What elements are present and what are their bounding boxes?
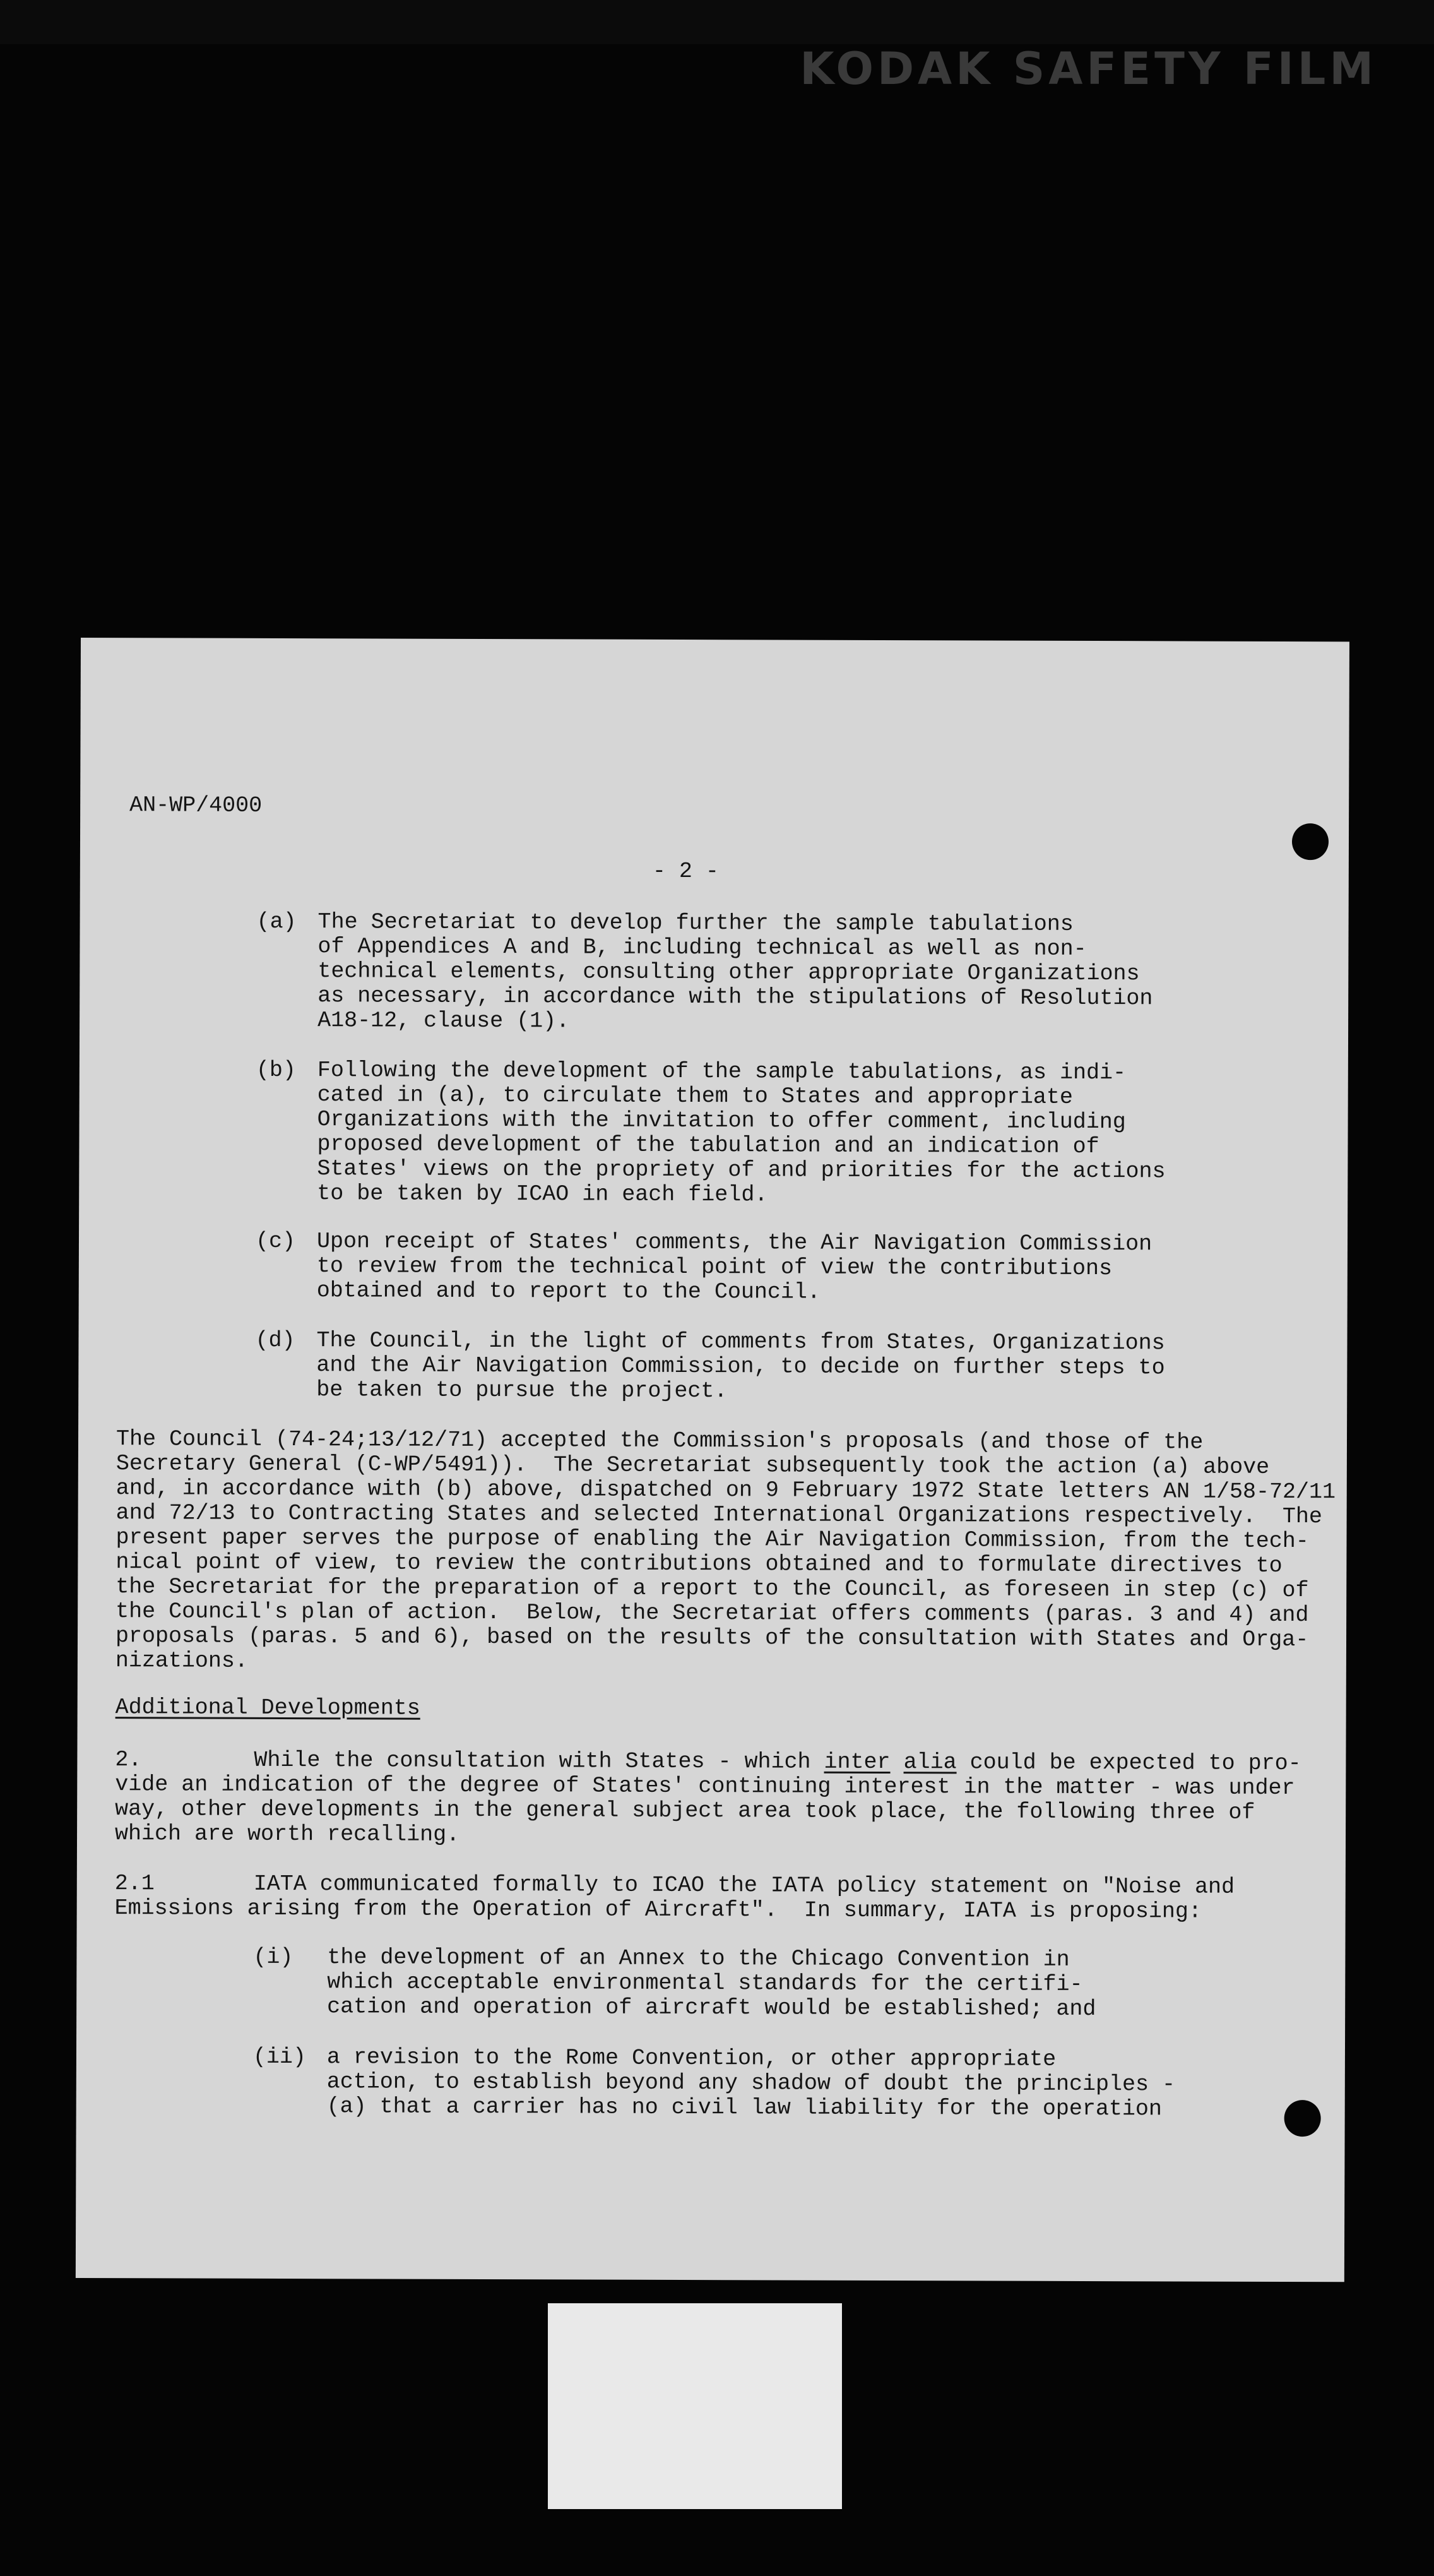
film-edge [0,0,1434,44]
para-2-first-line: While the consultation with States - which inter alia could be expected to pro- [254,1747,1301,1777]
step-marker-a: (a) [256,909,297,935]
council-paragraph: The Council (74-24;13/12/71) accepted the Commission's proposals (and those of the Secretary General (C-WP/5491)). The Secretariat subsequently took the action (a) above and, in accordance with (b) above, dispatched on 9 February 1972 State letters AN 1/58-72/11 and 72/13 to Contracting States and selected International Organizations respectively. The present paper serves the purpose of enabling the Air Navigation Commission, from the tech- nical point of view, to review the contributions obtained and to formulate directives to the Secretariat for the preparation of a report to the Council, as foreseen in step (c) of the Council's plan of action. Below, the Secretariat offers comments (paras. 3 and 4) and proposals (paras. 5 and 6), based on the results of the consultation with States and Orga- nizations. [115,1426,1336,1674]
proposal-ii-text: a revision to the Rome Convention, or other appropriate action, to establish beyond any shadow of doubt the principles - (a) that a carrier has no civil law liability for the operation [326,2044,1176,2122]
document-number: AN-WP/4000 [129,792,263,818]
step-c-text: Upon receipt of States' comments, the Air Navigation Commission to review from the technical point of view the contributions obtained and to report to the Council. [316,1229,1153,1305]
section-heading: Additional Developments [115,1695,420,1721]
step-marker-b: (b) [256,1057,296,1083]
proposal-marker-ii: (ii) [252,2044,307,2070]
step-a-text: The Secretariat to develop further the sample tabulations of Appendices A and B, including technical as well as non- technical elements, consulting other appropriate Organizations as necessary, in accordance with the stipulations of Resolution A18-12, clause (1). [317,909,1153,1034]
para-2-1-number: 2.1 [114,1871,155,1897]
page-number: - 2 - [652,858,719,885]
step-d-text: The Council, in the light of comments from States, Organizations and the Air Navigation Commission, to decide on further steps to be taken to pursue the project. [316,1328,1165,1404]
para-2-number: 2. [115,1747,142,1773]
document-page [76,638,1349,2282]
para-2-1-second-line: Emissions arising from the Operation of Aircraft". In summary, IATA is proposing: [114,1895,1202,1924]
proposal-i-text: the development of an Annex to the Chicago Convention in which acceptable environmental standards for the certifi- cation and operation of aircraft would be established; and [327,1945,1096,2022]
punch-hole-bottom [1284,2100,1321,2137]
step-marker-d: (d) [255,1327,295,1354]
proposal-marker-i: (i) [253,1944,293,1971]
punch-hole-top [1292,823,1329,860]
para-2-1-first-line: IATA communicated formally to ICAO the IATA policy statement on "Noise and [253,1871,1235,1900]
step-b-text: Following the development of the sample tabulations, as indi- cated in (a), to circulate them to States and appropriate Organizations with the invitation to offer comment, including proposed development of the tabulation and an indication of States' views on the propriety of and priorities for the actions to be taken by ICAO in each field. [317,1058,1166,1208]
film-edge-print: KODAK SAFETY FILM [800,43,1377,95]
para-2-text: vide an indication of the degree of States' continuing interest in the matter - was under way, other developments in the general subject area took place, the following three of which are worth recalling. [114,1772,1295,1847]
step-marker-c: (c) [255,1228,296,1255]
blank-target-card [548,2303,842,2509]
